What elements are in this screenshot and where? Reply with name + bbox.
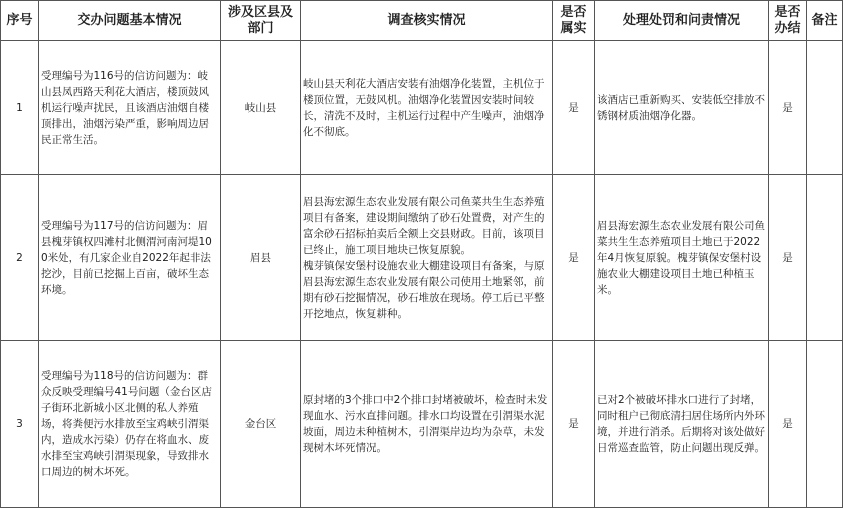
row-seq: 3 <box>1 341 39 508</box>
header-seq: 序号 <box>1 1 39 41</box>
investigation-paragraph: 岐山县天利花大酒店安装有油烟净化装置，主机位于楼顶位置，无鼓风机。油烟净化装置因安装时间较长，清洗不及时，主机运行过程中产生噪声，油烟净化不彻底。 <box>303 77 545 138</box>
table-row <box>1 341 843 508</box>
investigation-paragraph: 原封堵的3个排口中2个排口封堵被破坏，检查时未发现血水、污水直排问题。排水口均设置在引渭渠水泥坡面，周边未种植树木，引渭渠岸边均为杂草，未发现树木坏死情况。 <box>303 394 548 454</box>
row-investigation <box>301 41 553 175</box>
header-investigation: 调查核实情况 <box>301 1 553 41</box>
table-row <box>1 175 843 341</box>
investigation-paragraph: 眉县海宏源生态农业发展有限公司鱼菜共生生态养殖项目有备案，建设期间缴纳了砂石处置费，对产生的富余砂石招标拍卖后全额上交县财政。目前，该项目已终止，施工项目地块已恢复原貌。 <box>303 195 545 256</box>
row-verified: 是 <box>553 341 595 508</box>
row-verified: 是 <box>553 41 595 175</box>
row-area: 眉县 <box>221 175 301 341</box>
row-verified: 是 <box>553 175 595 341</box>
header-verified: 是否属实 <box>553 1 595 41</box>
row-handling: 已对2个被破坏排水口进行了封堵，同时租户已彻底清扫居住场所内外环境，并进行消杀。后期将对该处做好日常巡查监管，防止问题出现反弹。 <box>595 341 769 508</box>
row-remark <box>807 341 843 508</box>
investigation-paragraph: 槐芽镇保安堡村设施农业大棚建设项目有备案，与原眉县海宏源生态农业发展有限公司使用土地紧邻，前期有砂石挖掘情况，砂石堆放在现场。停工后已平整开挖地点，恢复耕种。 <box>303 259 545 320</box>
table-row <box>1 41 843 175</box>
row-investigation <box>301 175 553 341</box>
row-issue: 受理编号为117号的信访问题为：眉县槐芽镇权四滩村北侧渭河南河堤100米处，有几家企业自2022年起非法挖沙，目前已挖掘上百亩，破坏生态环境。 <box>39 175 221 341</box>
header-area: 涉及区县及部门 <box>221 1 301 41</box>
row-handling: 该酒店已重新购买、安装低空排放不锈钢材质油烟净化器。 <box>595 41 769 175</box>
row-area: 岐山县 <box>221 41 301 175</box>
row-seq: 2 <box>1 175 39 341</box>
row-area: 金台区 <box>221 341 301 508</box>
row-seq: 1 <box>1 41 39 175</box>
row-issue: 受理编号为118号的信访问题为：群众反映受理编号41号问题（金台区店子街环北新城小区北侧的私人养殖场，将粪便污水排放至宝鸡峡引渭渠内，造成水污染）仍存在将血水、废水排至宝鸡峡引渭渠现象，导致排水口周边的树木坏死。 <box>39 341 221 508</box>
header-issue: 交办问题基本情况 <box>39 1 221 41</box>
row-done: 是 <box>769 41 807 175</box>
row-remark <box>807 41 843 175</box>
header-handling: 处理处罚和问责情况 <box>595 1 769 41</box>
row-investigation <box>301 341 553 508</box>
row-handling: 眉县海宏源生态农业发展有限公司鱼菜共生生态养殖项目土地已于2022年4月恢复原貌。槐芽镇保安堡村设施农业大棚建设项目土地已种植玉米。 <box>595 175 769 341</box>
header-done: 是否办结 <box>769 1 807 41</box>
row-remark <box>807 175 843 341</box>
row-done: 是 <box>769 175 807 341</box>
header-row <box>1 1 843 41</box>
header-remark: 备注 <box>807 1 843 41</box>
row-done: 是 <box>769 341 807 508</box>
row-issue: 受理编号为116号的信访问题为：岐山县凤西路天利花大酒店，楼顶鼓风机运行噪声扰民，且该酒店油烟自楼顶排出，油烟污染严重，影响周边居民正常生活。 <box>39 41 221 175</box>
